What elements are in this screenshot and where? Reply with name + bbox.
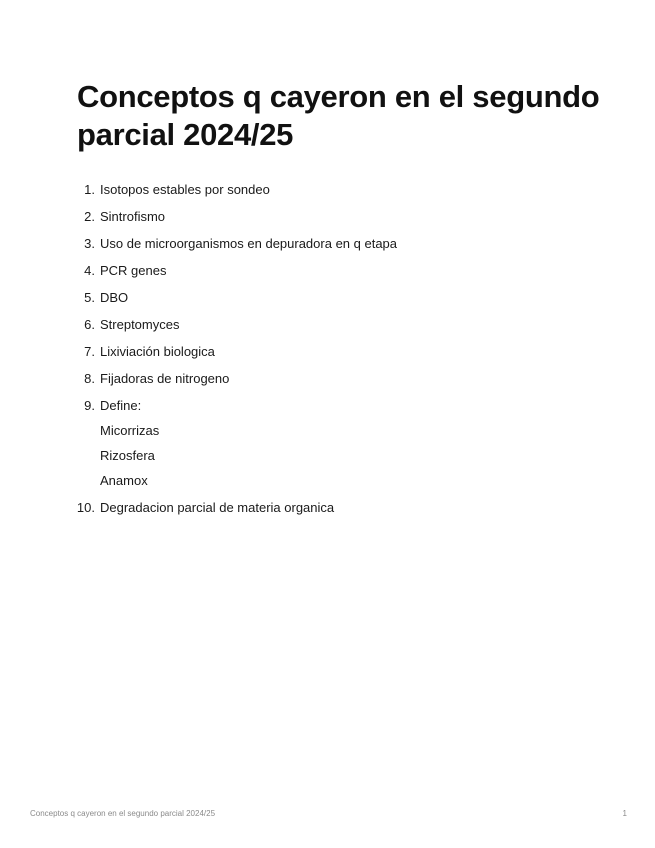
- definition-term: Rizosfera: [100, 448, 155, 463]
- list-item: [0, 315, 655, 335]
- list-item-number: 1.: [84, 182, 95, 197]
- list-item: [0, 369, 655, 389]
- list-item-text: Isotopos estables por sondeo: [100, 182, 270, 197]
- list-item: [0, 234, 655, 254]
- list-item-number: 6.: [84, 317, 95, 332]
- list-item-text: Degradacion parcial de materia organica: [100, 500, 335, 515]
- list-item-number: 7.: [84, 344, 95, 359]
- list-item-text: Define:: [100, 398, 142, 413]
- footer-title: Conceptos q cayeron en el segundo parcial 2024/25: [30, 809, 216, 818]
- list-item: [0, 207, 655, 227]
- list-item: [0, 288, 655, 308]
- list-item-text: DBO: [100, 290, 129, 305]
- list-item-number: 4.: [84, 263, 95, 278]
- list-item: [0, 342, 655, 362]
- list-item-text: Streptomyces: [100, 317, 180, 332]
- list-item-number: 3.: [84, 236, 95, 251]
- list-item-number: 9.: [84, 398, 95, 413]
- page-title: Conceptos q cayeron en el segundo parcial 2024/25: [77, 79, 600, 152]
- footer-page-number: 1: [622, 809, 627, 818]
- list-item-text: Fijadoras de nitrogeno: [100, 371, 230, 386]
- definition-term: Anamox: [100, 473, 148, 488]
- list-item-number: 8.: [84, 371, 95, 386]
- list-item: [0, 180, 655, 200]
- list-item: [0, 396, 655, 491]
- list-item-number: 2.: [84, 209, 95, 224]
- concept-list: [0, 180, 655, 525]
- list-item-text: PCR genes: [100, 263, 167, 278]
- list-item-text: Sintrofismo: [100, 209, 166, 224]
- list-item: [0, 498, 655, 518]
- definition-term: Micorrizas: [100, 423, 160, 438]
- definitions-block: [100, 421, 655, 491]
- list-item: [0, 261, 655, 281]
- list-item-number: 10.: [76, 500, 95, 515]
- list-item-text: Uso de microorganismos en depuradora en q etapa: [100, 236, 398, 251]
- list-item-number: 5.: [84, 290, 95, 305]
- list-item-text: Lixiviación biologica: [100, 344, 215, 359]
